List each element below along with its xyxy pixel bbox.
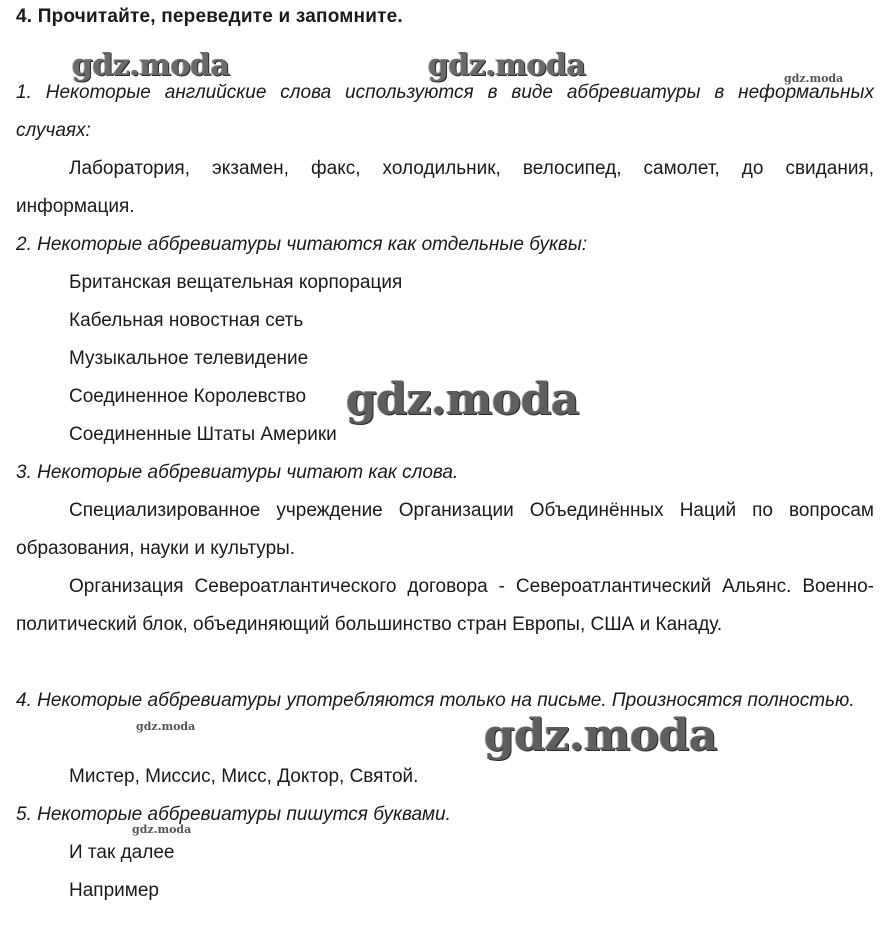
- section-2-heading: 2. Некоторые аббревиатуры читаются как отдельные буквы:: [16, 234, 588, 255]
- list-item: Кабельная новостная сеть: [69, 310, 304, 331]
- list-item: Соединенные Штаты Америки: [69, 424, 337, 445]
- list-item: Соединенное Королевство: [69, 386, 307, 407]
- list-item: Музыкальное телевидение: [69, 348, 309, 369]
- section-4-heading: 4. Некоторые аббревиатуры употребляются только на письме. Произносятся полностью.: [16, 690, 855, 711]
- watermark-logo: gdz.moda: [484, 710, 718, 761]
- section-3-text-1: Специализированное учреждение Организации Объединённых Наций по вопросам образования, науки и культуры.: [16, 500, 874, 559]
- watermark-logo: gdz.moda: [132, 823, 192, 836]
- watermark-logo: gdz.moda: [136, 720, 196, 733]
- watermark-logo: gdz.moda: [784, 72, 844, 85]
- section-5-heading: 5. Некоторые аббревиатуры пишутся буквами.: [16, 804, 451, 825]
- section-3-heading: 3. Некоторые аббревиатуры читают как слова.: [16, 462, 459, 483]
- list-item: Британская вещательная корпорация: [69, 272, 403, 293]
- list-item: И так далее: [69, 842, 175, 863]
- exercise-title: 4. Прочитайте, переведите и запомните.: [16, 6, 403, 27]
- section-1-text: Лаборатория, экзамен, факс, холодильник, велосипед, самолет, до свидания, информация.: [16, 158, 874, 217]
- section-4-text: Мистер, Миссис, Мисс, Доктор, Святой.: [69, 766, 419, 787]
- section-1-heading: 1. Некоторые английские слова используются в виде аббревиатуры в неформальных случаях:: [16, 82, 874, 141]
- watermark-logo: gdz.moda: [428, 48, 586, 83]
- watermark-logo: gdz.moda: [72, 48, 230, 83]
- list-item: Например: [69, 880, 159, 901]
- section-3-text-2: Организация Североатлантического договора - Североатлантический Альянс. Военно-политический блок, объединяющий большинство стран Европы, США и Канаду.: [16, 576, 874, 635]
- watermark-logo: gdz.moda: [346, 374, 580, 425]
